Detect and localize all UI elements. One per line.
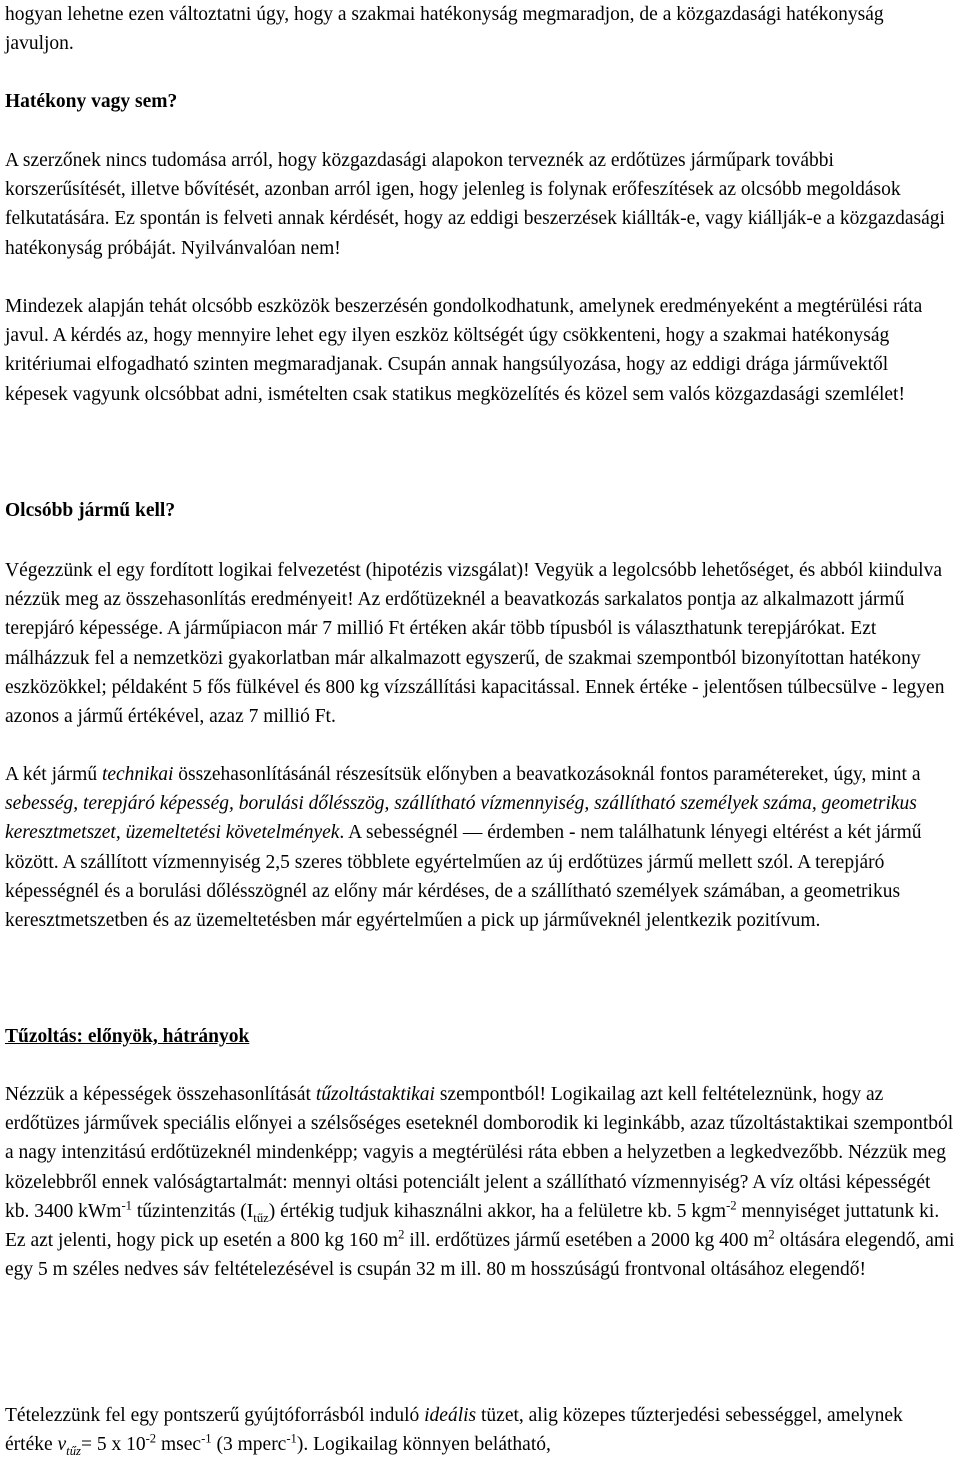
paragraph-cheaper-tools: Mindezek alapján tehát olcsóbb eszközök beszerzésén gondolkodhatunk, amelynek eredményeként a megtérülési ráta javul. A kérdés az, hogy mennyire lehet egy ilyen eszköz költségét úgy csökkenteni, hogy a szakmai hatékonyság kritériumai elfogadható szinten megmaradjanak. Csupán annak hangsúlyozása, hogy az eddigi drága járművektől képesek vagyunk olcsóbbat adni, ismételten csak statikus megközelítés és közel sem valós közgazdasági szemlélet!: [5, 296, 923, 405]
text-run: ) értékig tudjuk kihasználni akkor, ha a felületre kb. 5 kgm: [268, 1200, 727, 1222]
superscript: 2: [768, 1227, 775, 1242]
text-run: msec: [156, 1434, 202, 1456]
text-run: ). Logikailag könnyen belátható,: [296, 1434, 551, 1456]
italic-run: v: [57, 1434, 67, 1456]
superscript: -2: [726, 1198, 737, 1213]
italic-run: ideális: [424, 1405, 477, 1426]
heading-cheaper-vehicle: Olcsóbb jármű kell?: [5, 500, 176, 521]
heading-firefighting: Tűzoltás: előnyök, hátrányok: [5, 1026, 250, 1047]
paragraph-author-note: A szerzőnek nincs tudomása arról, hogy közgazdasági alapokon terveznék az erdőtüzes járműpark további korszerűsítését, illetve bővítését, azonban arról igen, hogy jelenleg is folynak erőfeszítések az olcsóbb megoldások felkutatására. Ez spontán is felveti annak kérdését, hogy az eddigi beszerzések kiállták-e, vagy kiállják-e a közgazdasági hatékonyság próbáját. Nyilvánvalóan nem!: [5, 150, 945, 259]
text-run: ill. erdőtüzes jármű esetében a 2000 kg 400 m: [404, 1230, 769, 1252]
paragraph-ideal-fire: [5, 1401, 955, 1459]
subscript: tűz: [66, 1444, 81, 1459]
paragraph-tactics: [5, 1080, 955, 1284]
text-run: tüzet, alig közepes tűzterjedési sebességgel, amelynek értéke: [5, 1405, 903, 1456]
paragraph-intro: hogyan lehetne ezen változtatni úgy, hogy a szakmai hatékonyság megmaradjon, de a közgazdasági hatékonyság javuljon.: [5, 4, 884, 55]
text-run: = 5 x 10: [80, 1434, 146, 1456]
superscript: -1: [121, 1198, 132, 1213]
text-run: . A sebességnél — érdemben - nem találhatunk lényegi eltérést a két jármű között. A szállított vízmennyiség 2,5 szeres többlete egyértelműen az új erdőtüzes jármű mellett szól. A terepjáró képességnél és a borulási dőlésszögnél az előny már kérdéses, de a szállítható személyek számában, a geometrikus keresztmetszetben és az üzemeltetésben már egyértelműen a pick up járműveknél jelentkezik pozitívum.: [5, 822, 922, 932]
text-run: szempontból! Logikailag azt kell feltételeznünk, hogy az erdőtüzes járművek speciális előnyei a szélsőséges eseteknél domborodik ki leginkább, azaz tűzoltástaktikai szempontból a nagy intenzitású erdőtüzeknél mindenképp; vagyis a megtérülési ráta ebben a helyzetben a legkedvezőbb. Nézzük meg közelebbről ennek valóságtartalmát: mennyi oltási potenciált jelent a szállítható vízmennyiség? A víz oltási képességét kb. 3400 kWm: [5, 1084, 954, 1222]
paragraph-hypothesis: Végezzünk el egy fordított logikai felvezetést (hipotézis vizsgálat)! Vegyük a legolcsóbb lehetőséget, és abból kiindulva nézzük meg az összehasonlítás eredményeit! Az erdőtüzeknél a beavatkozás sarkalatos pontja az alkalmazott jármű terepjáró képessége. A járműpiacon már 7 millió Ft értéken akár több típusból is választhatunk terepjárókat. Ezt málházzuk fel a nemzetközi gyakorlatban már alkalmazott egyszerű, de szakmai szempontból bizonyítottan hatékony eszközökkel; példaként 5 fős fülkével és 800 kg vízszállítási kapacitással. Ennek értéke - jelentősen túlbecsülve - legyen azonos a jármű értékével, azaz 7 millió Ft.: [5, 560, 945, 728]
text-run: A két jármű: [5, 764, 102, 785]
subscript: tűz: [253, 1210, 269, 1225]
italic-run: technikai: [101, 764, 174, 785]
text-run: tűzintenzitás (I: [132, 1200, 254, 1222]
superscript: -1: [201, 1431, 212, 1446]
text-run: Nézzük a képességek összehasonlítását: [5, 1084, 316, 1105]
italic-run: sebesség, terepjáró képesség, borulási dőlésszög, szállítható vízmennyiség, szállítható személyek száma, geometrikus keresztmetszet, üzemeltetési követelmények: [5, 793, 917, 844]
text-run: mennyiséget juttatunk ki. Ez azt jelenti, hogy pick up esetén a 800 kg 160 m: [5, 1200, 940, 1252]
italic-run: tűzoltástaktikai: [315, 1084, 435, 1105]
text-run: összehasonlításánál részesítsük előnyben a beavatkozásoknál fontos paramétereket, úgy, mint a: [173, 764, 921, 785]
text-run: Tételezzünk fel egy pontszerű gyújtóforrásból induló: [5, 1405, 425, 1426]
superscript: -1: [286, 1431, 297, 1446]
paragraph-technical-comparison: [5, 760, 955, 935]
text-run: oltására elegendő, ami egy 5 m széles nedves sáv feltételezésével is csupán 32 m ill. 80 m hosszúságú frontvonal oltásához elegendő!: [5, 1230, 955, 1281]
superscript: -2: [145, 1431, 157, 1446]
text-run: (3 mperc: [211, 1434, 287, 1456]
heading-hatekony: Hatékony vagy sem?: [5, 91, 178, 112]
superscript: 2: [398, 1227, 405, 1242]
